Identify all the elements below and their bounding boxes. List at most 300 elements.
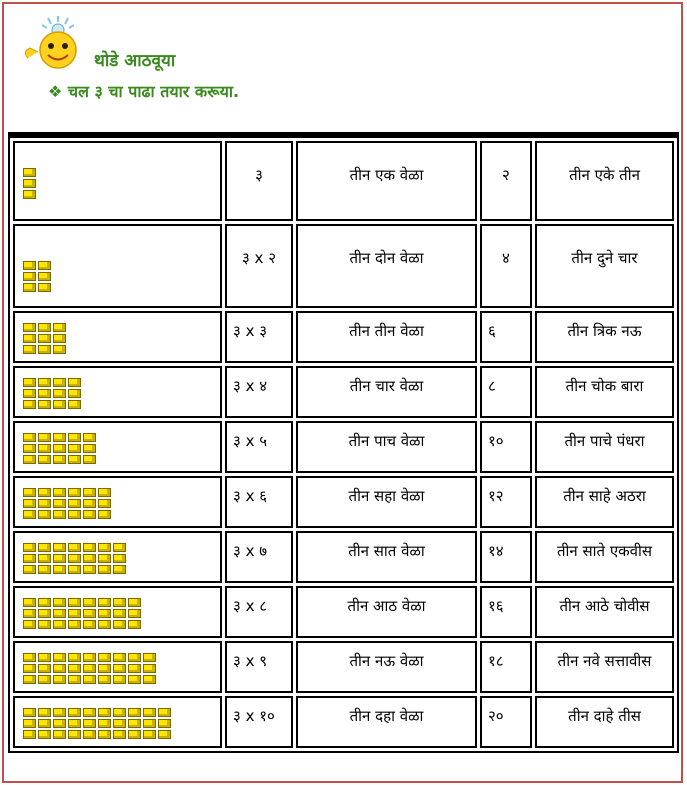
block-icon	[128, 653, 141, 662]
block-icon	[53, 444, 66, 453]
expression-cell	[225, 366, 293, 418]
block-stack	[38, 653, 51, 684]
expression-cell-text: ३ x ८	[233, 597, 268, 615]
block-stack	[68, 433, 81, 464]
block-icon	[38, 455, 51, 464]
block-icon	[113, 708, 126, 717]
block-icon	[83, 664, 96, 673]
words-cell-text: तीन सहा वेळा	[348, 487, 425, 505]
block-stack	[53, 488, 66, 519]
block-stack	[83, 488, 96, 519]
rhyme-cell	[535, 696, 674, 748]
block-group	[23, 261, 51, 292]
block-icon	[98, 510, 111, 519]
words-cell	[296, 641, 477, 693]
block-icon	[158, 719, 171, 728]
block-icon	[53, 609, 66, 618]
block-stack	[23, 598, 36, 629]
block-icon	[23, 708, 36, 717]
block-icon	[38, 543, 51, 552]
words-cell-text: तीन नऊ वेळा	[349, 652, 424, 670]
expression-cell	[225, 311, 293, 363]
multiplication-table	[8, 136, 679, 753]
words-cell-text: तीन आठ वेळा	[347, 597, 426, 615]
block-icon	[23, 609, 36, 618]
instruction-text	[48, 80, 239, 102]
block-stack	[53, 433, 66, 464]
block-icon	[68, 708, 81, 717]
rhyme-cell-text: तीन साहे अठरा	[563, 487, 646, 505]
block-icon	[53, 510, 66, 519]
result-cell	[480, 641, 532, 693]
block-icon	[68, 444, 81, 453]
rhyme-cell-text: तीन दुने चार	[571, 249, 638, 267]
block-icon	[128, 620, 141, 629]
header	[14, 10, 674, 130]
result-cell-text: ६	[488, 322, 496, 340]
block-icon	[53, 378, 66, 387]
blocks-cell	[13, 366, 222, 418]
block-icon	[38, 378, 51, 387]
rhyme-cell-text: तीन एके तीन	[569, 166, 640, 184]
block-icon	[113, 543, 126, 552]
block-icon	[53, 554, 66, 563]
block-icon	[38, 345, 51, 354]
expression-cell	[225, 421, 293, 473]
block-icon	[68, 609, 81, 618]
block-icon	[143, 675, 156, 684]
table-row	[13, 311, 674, 363]
expression-cell-text: ३ x २	[241, 249, 276, 267]
table-row	[13, 476, 674, 528]
block-icon	[38, 554, 51, 563]
block-stack	[23, 488, 36, 519]
block-icon	[113, 598, 126, 607]
block-icon	[113, 653, 126, 662]
result-cell	[480, 224, 532, 308]
block-icon	[23, 565, 36, 574]
block-group	[23, 488, 111, 519]
expression-cell-text: ३ x ७	[233, 542, 268, 560]
block-icon	[68, 488, 81, 497]
block-icon	[23, 389, 36, 398]
table-row	[13, 141, 674, 221]
result-cell-text: ८	[488, 377, 496, 395]
block-stack	[98, 598, 111, 629]
block-stack	[68, 598, 81, 629]
table-row	[13, 641, 674, 693]
result-cell	[480, 476, 532, 528]
block-icon	[53, 499, 66, 508]
block-icon	[38, 598, 51, 607]
result-cell-text: १२	[488, 487, 504, 505]
block-icon	[83, 653, 96, 662]
block-icon	[38, 499, 51, 508]
section-title: थोडे आठवूया	[94, 51, 176, 71]
block-icon	[128, 598, 141, 607]
words-cell	[296, 476, 477, 528]
rhyme-cell	[535, 641, 674, 693]
block-stack	[53, 708, 66, 739]
block-icon	[23, 499, 36, 508]
block-icon	[128, 719, 141, 728]
block-stack	[113, 543, 126, 574]
block-group	[23, 433, 96, 464]
block-icon	[113, 730, 126, 739]
block-icon	[53, 565, 66, 574]
block-icon	[23, 190, 36, 199]
block-stack	[68, 543, 81, 574]
block-icon	[68, 400, 81, 409]
block-stack	[83, 433, 96, 464]
rhyme-cell	[535, 311, 674, 363]
rhyme-cell-text: तीन नवे सत्तावीस	[557, 652, 652, 670]
words-cell	[296, 586, 477, 638]
block-icon	[53, 334, 66, 343]
expression-cell-text: ३	[255, 166, 263, 184]
rhyme-cell-text: तीन आठे चोवीस	[559, 597, 650, 615]
rhyme-cell	[535, 141, 674, 221]
block-icon	[68, 554, 81, 563]
block-stack	[98, 708, 111, 739]
block-stack	[98, 653, 111, 684]
block-stack	[113, 708, 126, 739]
block-icon	[158, 730, 171, 739]
blocks-cell	[13, 531, 222, 583]
block-icon	[83, 510, 96, 519]
block-icon	[23, 620, 36, 629]
block-icon	[38, 488, 51, 497]
block-icon	[83, 488, 96, 497]
result-cell-text: १०	[488, 432, 504, 450]
block-icon	[113, 609, 126, 618]
block-icon	[68, 389, 81, 398]
block-icon	[68, 730, 81, 739]
instruction-label: चल ३ चा पाढा तयार करूया.	[67, 82, 240, 101]
result-cell-text: २०	[488, 707, 504, 725]
block-group	[23, 653, 156, 684]
block-icon	[23, 433, 36, 442]
table-row	[13, 224, 674, 308]
block-icon	[68, 620, 81, 629]
block-icon	[53, 730, 66, 739]
rhyme-cell	[535, 224, 674, 308]
block-icon	[53, 389, 66, 398]
block-icon	[83, 499, 96, 508]
words-cell	[296, 224, 477, 308]
table-row	[13, 366, 674, 418]
block-icon	[68, 433, 81, 442]
block-icon	[98, 664, 111, 673]
block-icon	[38, 510, 51, 519]
result-cell	[480, 421, 532, 473]
block-stack	[23, 708, 36, 739]
block-icon	[53, 675, 66, 684]
rhyme-cell	[535, 531, 674, 583]
block-icon	[53, 664, 66, 673]
result-cell	[480, 531, 532, 583]
block-group	[23, 708, 171, 739]
block-icon	[23, 543, 36, 552]
expression-cell	[225, 476, 293, 528]
block-group	[23, 378, 81, 409]
block-icon	[38, 609, 51, 618]
block-icon	[53, 400, 66, 409]
block-icon	[68, 565, 81, 574]
block-icon	[53, 708, 66, 717]
block-icon	[23, 334, 36, 343]
block-stack	[23, 378, 36, 409]
block-stack	[68, 708, 81, 739]
block-icon	[128, 675, 141, 684]
block-icon	[113, 565, 126, 574]
expression-cell-text: ३ x ९	[233, 652, 268, 670]
words-cell	[296, 366, 477, 418]
block-icon	[83, 609, 96, 618]
rhyme-cell	[535, 476, 674, 528]
block-stack	[23, 323, 36, 354]
block-icon	[83, 455, 96, 464]
block-stack	[23, 543, 36, 574]
block-group	[23, 168, 36, 199]
table-row	[13, 421, 674, 473]
block-icon	[128, 609, 141, 618]
block-icon	[38, 708, 51, 717]
block-icon	[38, 323, 51, 332]
words-cell-text: तीन पाच वेळा	[348, 432, 425, 450]
block-icon	[23, 400, 36, 409]
expression-cell	[225, 696, 293, 748]
block-icon	[83, 554, 96, 563]
block-stack	[113, 598, 126, 629]
block-icon	[83, 708, 96, 717]
block-icon	[98, 598, 111, 607]
words-cell	[296, 531, 477, 583]
block-icon	[98, 488, 111, 497]
block-icon	[113, 620, 126, 629]
block-icon	[83, 598, 96, 607]
block-stack	[83, 708, 96, 739]
block-icon	[38, 389, 51, 398]
block-icon	[113, 675, 126, 684]
block-icon	[113, 664, 126, 673]
expression-cell	[225, 224, 293, 308]
words-cell-text: तीन तीन वेळा	[349, 322, 424, 340]
block-icon	[23, 510, 36, 519]
block-stack	[38, 261, 51, 292]
table-row	[13, 531, 674, 583]
block-icon	[68, 510, 81, 519]
block-icon	[23, 675, 36, 684]
block-icon	[23, 283, 36, 292]
block-stack	[128, 708, 141, 739]
block-icon	[38, 653, 51, 662]
bullet-icon: ❖	[48, 82, 63, 101]
block-stack	[38, 323, 51, 354]
block-stack	[53, 323, 66, 354]
block-stack	[143, 653, 156, 684]
block-icon	[143, 653, 156, 662]
block-stack	[38, 708, 51, 739]
result-cell-text: १६	[488, 597, 504, 615]
block-icon	[53, 455, 66, 464]
block-icon	[98, 719, 111, 728]
rhyme-cell-text: तीन साते एकवीस	[556, 542, 653, 560]
block-stack	[68, 653, 81, 684]
block-icon	[83, 730, 96, 739]
block-icon	[38, 261, 51, 270]
blocks-cell	[13, 224, 222, 308]
block-icon	[68, 653, 81, 662]
block-stack	[83, 653, 96, 684]
block-icon	[83, 433, 96, 442]
words-cell-text: तीन चार वेळा	[349, 377, 424, 395]
block-icon	[98, 708, 111, 717]
block-stack	[83, 598, 96, 629]
block-icon	[83, 719, 96, 728]
words-cell-text: तीन दोन वेळा	[349, 249, 424, 267]
block-icon	[128, 708, 141, 717]
block-icon	[23, 488, 36, 497]
blocks-cell	[13, 141, 222, 221]
block-icon	[98, 609, 111, 618]
block-icon	[23, 664, 36, 673]
block-icon	[98, 554, 111, 563]
block-icon	[143, 708, 156, 717]
block-stack	[143, 708, 156, 739]
block-icon	[38, 565, 51, 574]
block-icon	[38, 719, 51, 728]
block-icon	[68, 543, 81, 552]
rhyme-cell	[535, 421, 674, 473]
block-icon	[38, 664, 51, 673]
block-stack	[68, 378, 81, 409]
blocks-cell	[13, 696, 222, 748]
block-icon	[113, 554, 126, 563]
expression-cell	[225, 641, 293, 693]
block-icon	[23, 378, 36, 387]
result-cell-text: २	[502, 166, 510, 184]
block-stack	[98, 488, 111, 519]
rhyme-cell	[535, 366, 674, 418]
block-stack	[23, 433, 36, 464]
rhyme-cell-text: तीन त्रिक नऊ	[567, 322, 642, 340]
block-icon	[68, 664, 81, 673]
blocks-cell	[13, 476, 222, 528]
block-icon	[23, 598, 36, 607]
block-icon	[113, 719, 126, 728]
result-cell	[480, 141, 532, 221]
block-icon	[98, 730, 111, 739]
block-group	[23, 598, 141, 629]
blocks-cell	[13, 421, 222, 473]
result-cell-text: १४	[488, 542, 504, 560]
block-group	[23, 543, 126, 574]
block-icon	[38, 283, 51, 292]
block-icon	[98, 620, 111, 629]
block-stack	[38, 378, 51, 409]
result-cell-text: १८	[488, 652, 504, 670]
block-stack	[23, 168, 36, 199]
words-cell-text: तीन सात वेळा	[348, 542, 425, 560]
block-stack	[128, 653, 141, 684]
expression-cell-text: ३ x १०	[233, 707, 275, 725]
block-icon	[23, 272, 36, 281]
blocks-cell	[13, 311, 222, 363]
block-icon	[98, 543, 111, 552]
block-icon	[98, 653, 111, 662]
block-icon	[68, 598, 81, 607]
block-icon	[83, 675, 96, 684]
expression-cell	[225, 531, 293, 583]
words-cell	[296, 141, 477, 221]
blocks-cell	[13, 586, 222, 638]
block-icon	[23, 261, 36, 270]
block-icon	[68, 675, 81, 684]
block-icon	[158, 708, 171, 717]
block-icon	[53, 653, 66, 662]
block-stack	[53, 378, 66, 409]
block-icon	[23, 168, 36, 177]
block-icon	[53, 345, 66, 354]
block-icon	[23, 719, 36, 728]
block-icon	[68, 455, 81, 464]
block-icon	[38, 334, 51, 343]
block-icon	[53, 323, 66, 332]
block-icon	[38, 675, 51, 684]
block-icon	[143, 730, 156, 739]
rhyme-cell	[535, 586, 674, 638]
block-icon	[53, 488, 66, 497]
block-icon	[23, 653, 36, 662]
block-stack	[113, 653, 126, 684]
block-stack	[23, 261, 36, 292]
block-stack	[38, 433, 51, 464]
words-cell	[296, 696, 477, 748]
block-icon	[53, 433, 66, 442]
block-icon	[83, 620, 96, 629]
block-icon	[38, 620, 51, 629]
words-cell-text: तीन एक वेळा	[349, 166, 424, 184]
block-icon	[98, 675, 111, 684]
block-stack	[83, 543, 96, 574]
block-icon	[38, 730, 51, 739]
block-icon	[68, 378, 81, 387]
block-icon	[23, 444, 36, 453]
block-icon	[23, 345, 36, 354]
expression-cell	[225, 586, 293, 638]
block-stack	[38, 488, 51, 519]
block-icon	[38, 272, 51, 281]
block-stack	[53, 543, 66, 574]
block-icon	[98, 499, 111, 508]
rhyme-cell-text: तीन चोक बारा	[565, 377, 644, 395]
words-cell	[296, 421, 477, 473]
expression-cell-text: ३ x ५	[233, 432, 268, 450]
rhyme-cell-text: तीन पाचे पंधरा	[564, 432, 645, 450]
blocks-cell	[13, 641, 222, 693]
block-icon	[68, 499, 81, 508]
block-icon	[38, 400, 51, 409]
block-stack	[68, 488, 81, 519]
block-stack	[53, 598, 66, 629]
block-icon	[38, 444, 51, 453]
words-cell	[296, 311, 477, 363]
block-icon	[68, 719, 81, 728]
block-icon	[23, 554, 36, 563]
expression-cell-text: ३ x ४	[233, 377, 268, 395]
block-group	[23, 323, 66, 354]
